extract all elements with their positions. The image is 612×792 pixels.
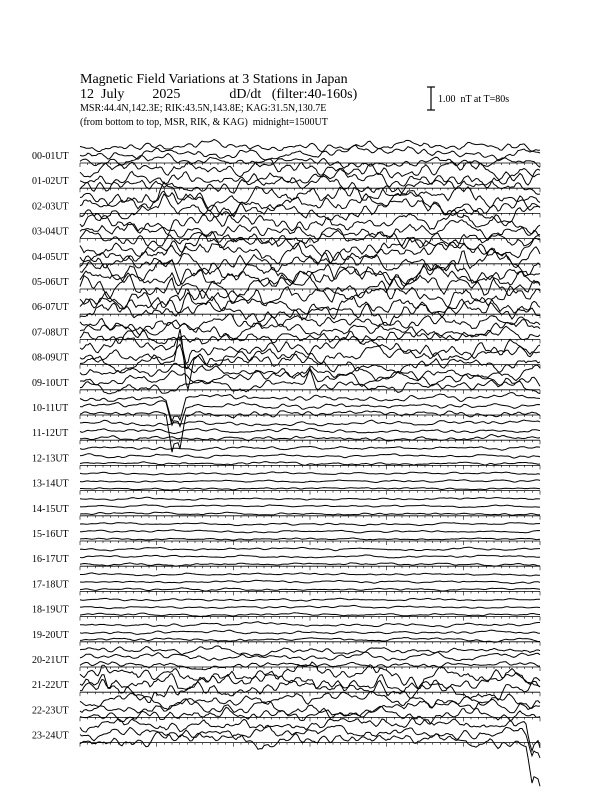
hour-label: 09-10UT [32, 377, 69, 389]
scale-bar-icon [427, 87, 435, 110]
hour-row [32, 646, 540, 671]
hour-row [32, 363, 540, 394]
hour-row [32, 622, 540, 646]
hour-row [32, 523, 540, 545]
station-trace-kag [80, 281, 540, 309]
station-trace-msr [80, 588, 540, 591]
hour-label: 19-20UT [32, 629, 69, 641]
hour-label: 11-12UT [32, 428, 69, 440]
hour-label: 04-05UT [32, 251, 69, 263]
hour-row [32, 420, 540, 444]
hour-row [32, 281, 540, 325]
station-trace-rik [80, 369, 540, 387]
station-trace-rik [80, 505, 540, 508]
hour-label: 05-06UT [32, 277, 69, 288]
hour-label: 00-01UT [32, 151, 69, 162]
hour-label: 06-07UT [32, 302, 69, 314]
hour-label: 18-19UT [32, 604, 69, 616]
station-trace-msr [80, 488, 540, 491]
hour-row [32, 314, 540, 344]
hour-label: 17-18UT [32, 579, 69, 591]
hour-row [32, 573, 540, 596]
hour-row [32, 140, 540, 169]
hour-label: 10-11UT [32, 403, 69, 414]
station-trace-rik [80, 454, 540, 458]
station-trace-rik [80, 652, 540, 661]
station-trace-msr [80, 563, 540, 566]
stations-line: MSR:44.4N,142.3E; RIK:43.5N,143.8E; KAG:31.5N,130.7E [80, 103, 327, 114]
station-trace-msr [80, 732, 540, 786]
station-trace-rik [80, 580, 540, 583]
station-trace-msr [80, 613, 540, 617]
hour-label: 13-14UT [32, 478, 69, 490]
hour-row [32, 472, 540, 495]
station-trace-msr [80, 512, 540, 515]
station-trace-rik [80, 168, 540, 187]
station-trace-kag [80, 622, 540, 628]
hour-label: 14-15UT [32, 503, 69, 515]
station-trace-kag [80, 497, 540, 500]
station-trace-kag [80, 598, 540, 601]
station-trace-rik [80, 630, 540, 634]
hour-label: 03-04UT [32, 226, 69, 238]
station-trace-rik [80, 480, 540, 483]
station-trace-kag [80, 446, 540, 450]
station-trace-rik [80, 191, 540, 216]
hour-label: 02-03UT [32, 201, 69, 213]
station-trace-kag [80, 523, 540, 526]
hour-row [32, 497, 540, 520]
hour-row [32, 598, 540, 620]
hour-label: 08-09UT [32, 352, 69, 364]
hour-row [32, 691, 540, 724]
hour-label: 23-24UT [32, 730, 69, 742]
hour-label: 12-13UT [32, 453, 69, 465]
hour-row [32, 159, 540, 196]
hour-label: 21-22UT [32, 680, 69, 692]
order-line: (from bottom to top, MSR, RIK, & KAG) midnight=1500UT [80, 117, 328, 128]
hour-row [32, 718, 540, 786]
hour-row [32, 210, 540, 248]
hour-label: 20-21UT [32, 655, 69, 666]
station-trace-kag [80, 573, 540, 576]
chart-title: Magnetic Field Variations at 3 Stations in Japan [80, 72, 348, 87]
station-trace-msr [80, 675, 540, 703]
hour-label: 01-02UT [32, 176, 69, 188]
hour-label: 16-17UT [32, 554, 69, 566]
hour-row [32, 547, 540, 570]
hour-label: 22-23UT [32, 705, 69, 717]
station-trace-rik [80, 605, 540, 608]
hour-row [32, 329, 540, 389]
station-trace-kag [80, 140, 540, 152]
hour-label: 15-16UT [32, 529, 69, 540]
station-trace-rik [80, 530, 540, 533]
hour-row [32, 446, 540, 469]
station-trace-rik [80, 725, 540, 758]
station-trace-kag [80, 547, 540, 551]
station-trace-msr [80, 706, 540, 724]
station-trace-rik [80, 428, 540, 433]
station-trace-rik [80, 671, 540, 691]
date-filter-line: 12 July 2025 dD/dt (filter:40-160s) [80, 87, 358, 102]
station-trace-kag [80, 420, 540, 426]
station-trace-msr [80, 174, 540, 196]
hour-label: 07-08UT [32, 327, 69, 339]
station-trace-rik [80, 555, 540, 558]
scale-label: 1.00 nT at T=80s [438, 94, 510, 105]
station-trace-kag [80, 472, 540, 475]
station-trace-msr [80, 538, 540, 540]
station-trace-msr [80, 462, 540, 466]
